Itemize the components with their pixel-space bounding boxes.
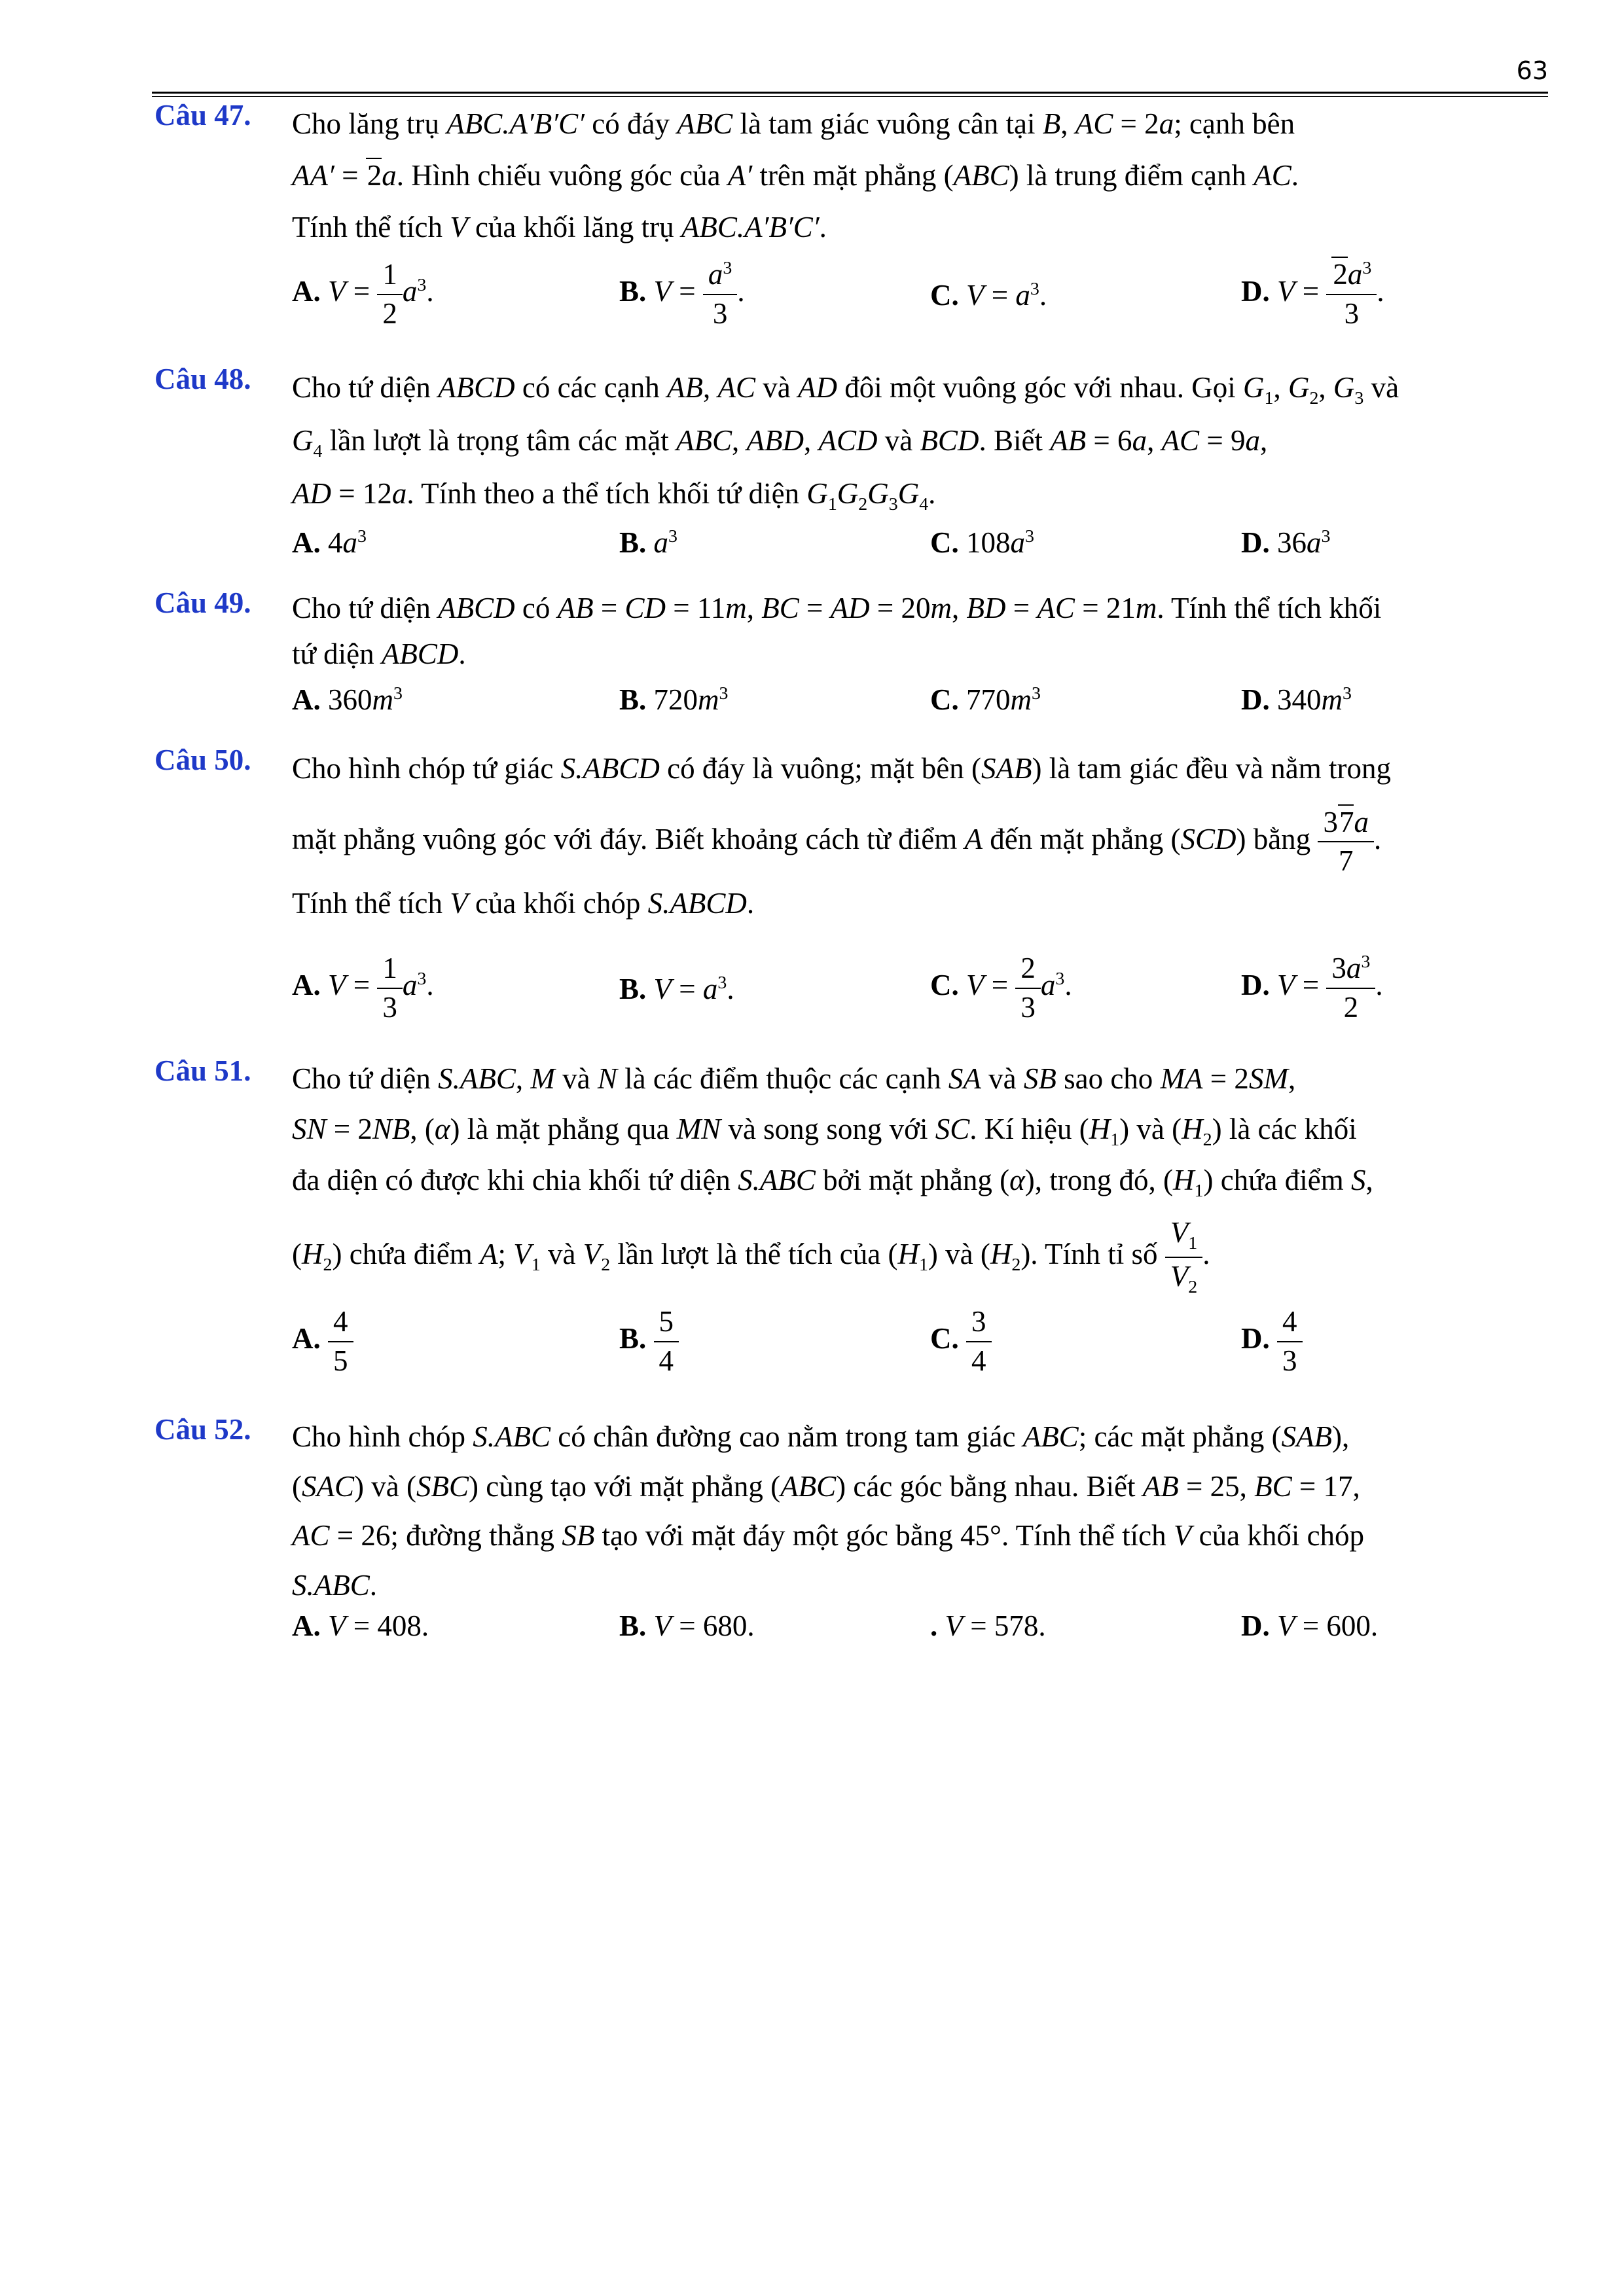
option-b: B. $720m^3$ [619,683,729,716]
header-rule-thin [152,96,1548,97]
question-line: Tính thể tích V của khối lăng trụ ABC.A′B′C′. [292,210,827,243]
question-line: (SAC) và (SBC) cùng tạo với mặt phẳng (ABC) các góc bằng nhau. Biết AB = 25, BC = 17, [292,1469,1360,1503]
question-text [292,743,1548,929]
question-line: Cho hình chóp S.ABC có chân đường cao nằm trong tam giác ABC; các mặt phẳng (SAB), [292,1420,1350,1453]
option-d: D. $36a^3$ [1241,526,1331,559]
question-line: AA′ = 2a. Hình chiếu vuông góc của A′ trên mặt phẳng (ABC) là trung điểm cạnh AC. [292,158,1299,192]
question-text [292,362,1548,520]
option-b: B. $\frac{5}{4}$ [619,1306,679,1377]
option-a: A. $4a^3$ [292,526,367,559]
question-label: Câu 50. [154,744,251,776]
question-49 [154,586,1548,716]
question-line: Cho lăng trụ ABC.A′B′C′ có đáy ABC là tam giác vuông cân tại B, AC = 2a; cạnh bên [292,107,1295,140]
option-d: D. V = $\frac{3a^3}{2}$ . [1241,952,1383,1024]
question-line: $(H_2)$ chứa điểm A; $V_1$ và $V_2$ lần lượt là thể tích của $(H_1)$ và $(H_2)$. Tính tỉ số $\frac{V_1}{V_2}$ . [292,1216,1210,1298]
question-line: S.ABC. [292,1568,377,1602]
option-b: B. V = $\frac{a^3}{3}$ . [619,258,745,330]
question-label: Câu 48. [154,363,251,395]
question-line: Cho tứ diện S.ABC, M và N là các điểm thuộc các cạnh SA và SB sao cho MA = 2SM, [292,1062,1296,1095]
question-line: Cho hình chóp tứ giác S.ABCD có đáy là vuông; mặt bên (SAB) là tam giác đều và nằm trong [292,752,1392,785]
option-c: C. $\frac{3}{4}$ [930,1306,992,1377]
option-b: B. $a^3$ [619,526,677,559]
question-text [292,1412,1548,1610]
option-d: D. V = $\frac{2a^3}{3}$ . [1241,258,1384,330]
question-label: Câu 47. [154,99,251,132]
question-line: SN = 2NB, (α) là mặt phẳng qua MN và song song với SC. Kí hiệu $(H_1)$ và $(H_2)$ là các khối [292,1112,1357,1150]
question-label: Câu 49. [154,586,251,619]
option-a: A. V = $\frac{1}{3}$ $a^3$. [292,952,434,1024]
question-line: Cho tứ diện ABCD có các cạnh AB, AC và AD đôi một vuông góc với nhau. Gọi $G_1$, $G_2$, $G_3$ và [292,371,1399,408]
option-a: A. V = $\frac{1}{2}$ $a^3$. [292,258,434,330]
question-48 [154,362,1548,559]
question-line: AC = 26; đường thẳng SB tạo với mặt đáy một góc bằng 45°. Tính thể tích V của khối chóp [292,1519,1365,1552]
question-label: Câu 52. [154,1413,251,1446]
header-rule [152,92,1548,94]
question-51 [154,1054,1548,1377]
question-line: $G_4$ lần lượt là trọng tâm các mặt ABC, ABD, ACD và BCD. Biết AB = 6a, AC = 9a, [292,423,1268,461]
question-52 [154,1412,1548,1642]
option-c: C. $108a^3$ [930,526,1034,559]
question-50 [154,743,1548,1024]
option-c: C. V = $\frac{2}{3}$ $a^3$. [930,952,1072,1024]
option-d: D. $\frac{4}{3}$ [1241,1306,1303,1377]
question-text [292,98,1548,253]
question-line: đa diện có được khi chia khối tứ diện S.ABC bởi mặt phẳng (α), trong đó, $(H_1)$ chứa điểm S, [292,1163,1373,1201]
question-line: Cho tứ diện ABCD có AB = CD = 11m, BC = AD = 20m, BD = AC = 21m. Tính thể tích khối [292,592,1382,624]
option-a: A. $360m^3$ [292,683,403,716]
option-c: C. $770m^3$ [930,683,1041,716]
question-line: AD = 12a. Tính theo a thể tích khối tứ diện $G_1G_2G_3G_4$. [292,476,936,514]
option-d: D. V = 600. [1241,1609,1379,1642]
question-line: tứ diện ABCD. [292,637,466,670]
option-d: D. $340m^3$ [1241,683,1352,716]
option-c: . V = 578. [930,1609,1046,1642]
option-b: B. $V = a^3$. [619,973,734,1005]
question-line: Tính thể tích V của khối chóp S.ABCD. [292,886,755,920]
question-text [292,1054,1548,1298]
option-b: B. V = 680. [619,1609,755,1642]
option-a: A. V = 408. [292,1609,429,1642]
option-a: A. $\frac{4}{5}$ [292,1306,353,1377]
question-47 [154,98,1548,330]
question-line: mặt phẳng vuông góc với đáy. Biết khoảng cách từ điểm A đến mặt phẳng (SCD) bằng $\frac{37a}{7}$ . [292,805,1382,878]
option-c: C. $V = a^3$. [930,279,1047,312]
question-text [292,586,1548,677]
question-label: Câu 51. [154,1054,251,1087]
page-number: 63 [1516,56,1548,85]
